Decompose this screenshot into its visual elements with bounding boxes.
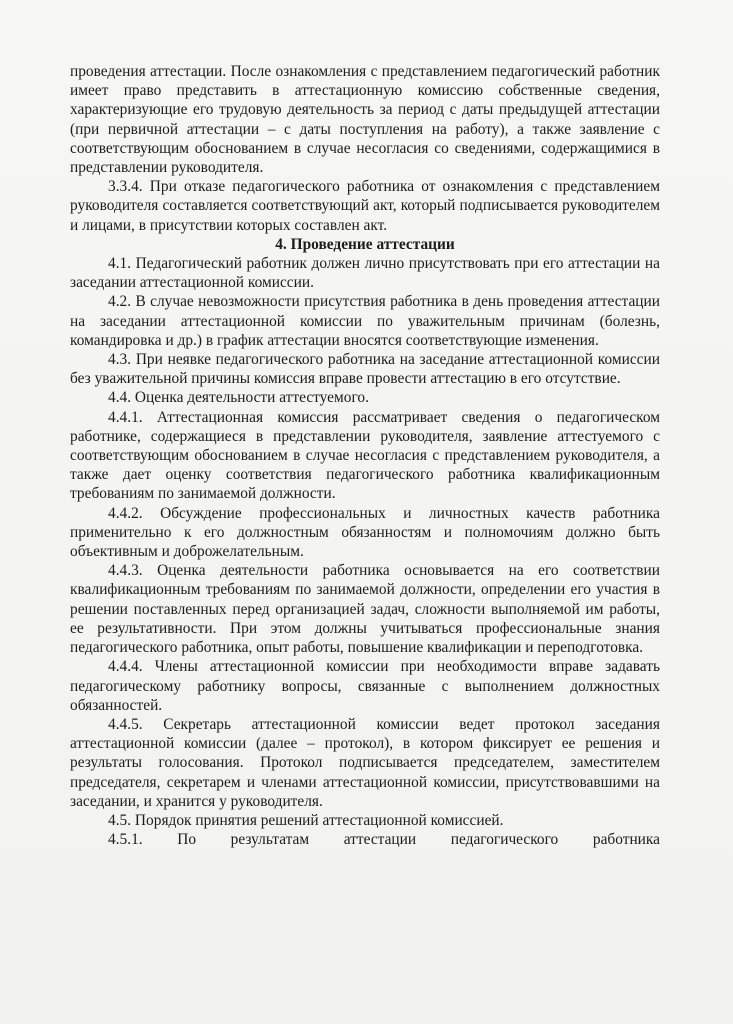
paragraph-4-4-4: 4.4.4. Члены аттестационной комиссии при необходимости вправе задавать педагогическому работнику вопросы, связанные с выполнением должностных обязанностей. [70,658,660,714]
document-body [70,62,660,849]
paragraph-4-1: 4.1. Педагогический работник должен лично присутствовать при его аттестации на заседании аттестационной комиссии. [70,255,660,292]
paragraph-4-5: 4.5. Порядок принятия решений аттестационной комиссией. [108,811,504,829]
paragraph-4-4-1: 4.4.1. Аттестационная комиссия рассматривает сведения о педагогическом работнике, содержащиеся в представлении руководителя, заявление аттестуемого с соответствующим обоснованием в случае несогласия с представлением руководителя, а также дает оценку соответствия педагогического работника квалификационным требованиям по занимаемой должности. [70,408,660,503]
paragraph-4-4-3: 4.4.3. Оценка деятельности работника основывается на его соответствии квалификационным требованиям по занимаемой должности, определении его участия в решении поставленных перед организацией задач, сложности выполняемой им работы, ее результативности. При этом должны учитываться профессиональные знания педагогического работника, опыт работы, повышение квалификации и переподготовка. [70,562,660,657]
section-heading: 4. Проведение аттестации [275,235,455,253]
paragraph-3-3-4: 3.3.4. При отказе педагогического работника от ознакомления с представлением руководителя составляется соответствующий акт, который подписывается руководителем и лицами, в присутствии которых составлен акт. [70,178,660,234]
paragraph-4-4-5: 4.4.5. Секретарь аттестационной комиссии ведет протокол заседания аттестационной комиссии (далее – протокол), в котором фиксирует ее решения и результаты голосования. Протокол подписывается председателем, заместителем председателя, секретарем и членами аттестационной комиссии, присутствовавшими на заседании, и хранится у руководителя. [70,715,660,810]
paragraph-4-4-2: 4.4.2. Обсуждение профессиональных и личностных качеств работника применительно к его должностным обязанностям и полномочиям должно быть объективным и доброжелательным. [70,504,660,561]
paragraph-4-3: 4.3. При неявке педагогического работника на заседание аттестационной комиссии без уважительной причины комиссия вправе провести аттестацию в его отсутствие. [70,351,660,388]
paragraph-4-2: 4.2. В случае невозможности присутствия работника в день проведения аттестации на заседании аттестационной комиссии по уважительным причинам (болезнь, командировка и др.) в график аттестации вносятся соответствующие изменения. [70,293,660,349]
paragraph-4-5-1: 4.5.1. По результатам аттестации педагогического работника [108,831,660,849]
paragraph-continuation: проведения аттестации. После ознакомления с представлением педагогический работник имеет право представить в аттестационную комиссию собственные сведения, характеризующие его трудовую деятельность за период с даты предыдущей аттестации (при первичной аттестации – с даты поступления на работу), а также заявление с соответствующим обоснованием в случае несогласия со сведениями, содержащимися в представлении руководителя. [70,63,660,177]
paragraph-4-4: 4.4. Оценка деятельности аттестуемого. [108,389,369,407]
